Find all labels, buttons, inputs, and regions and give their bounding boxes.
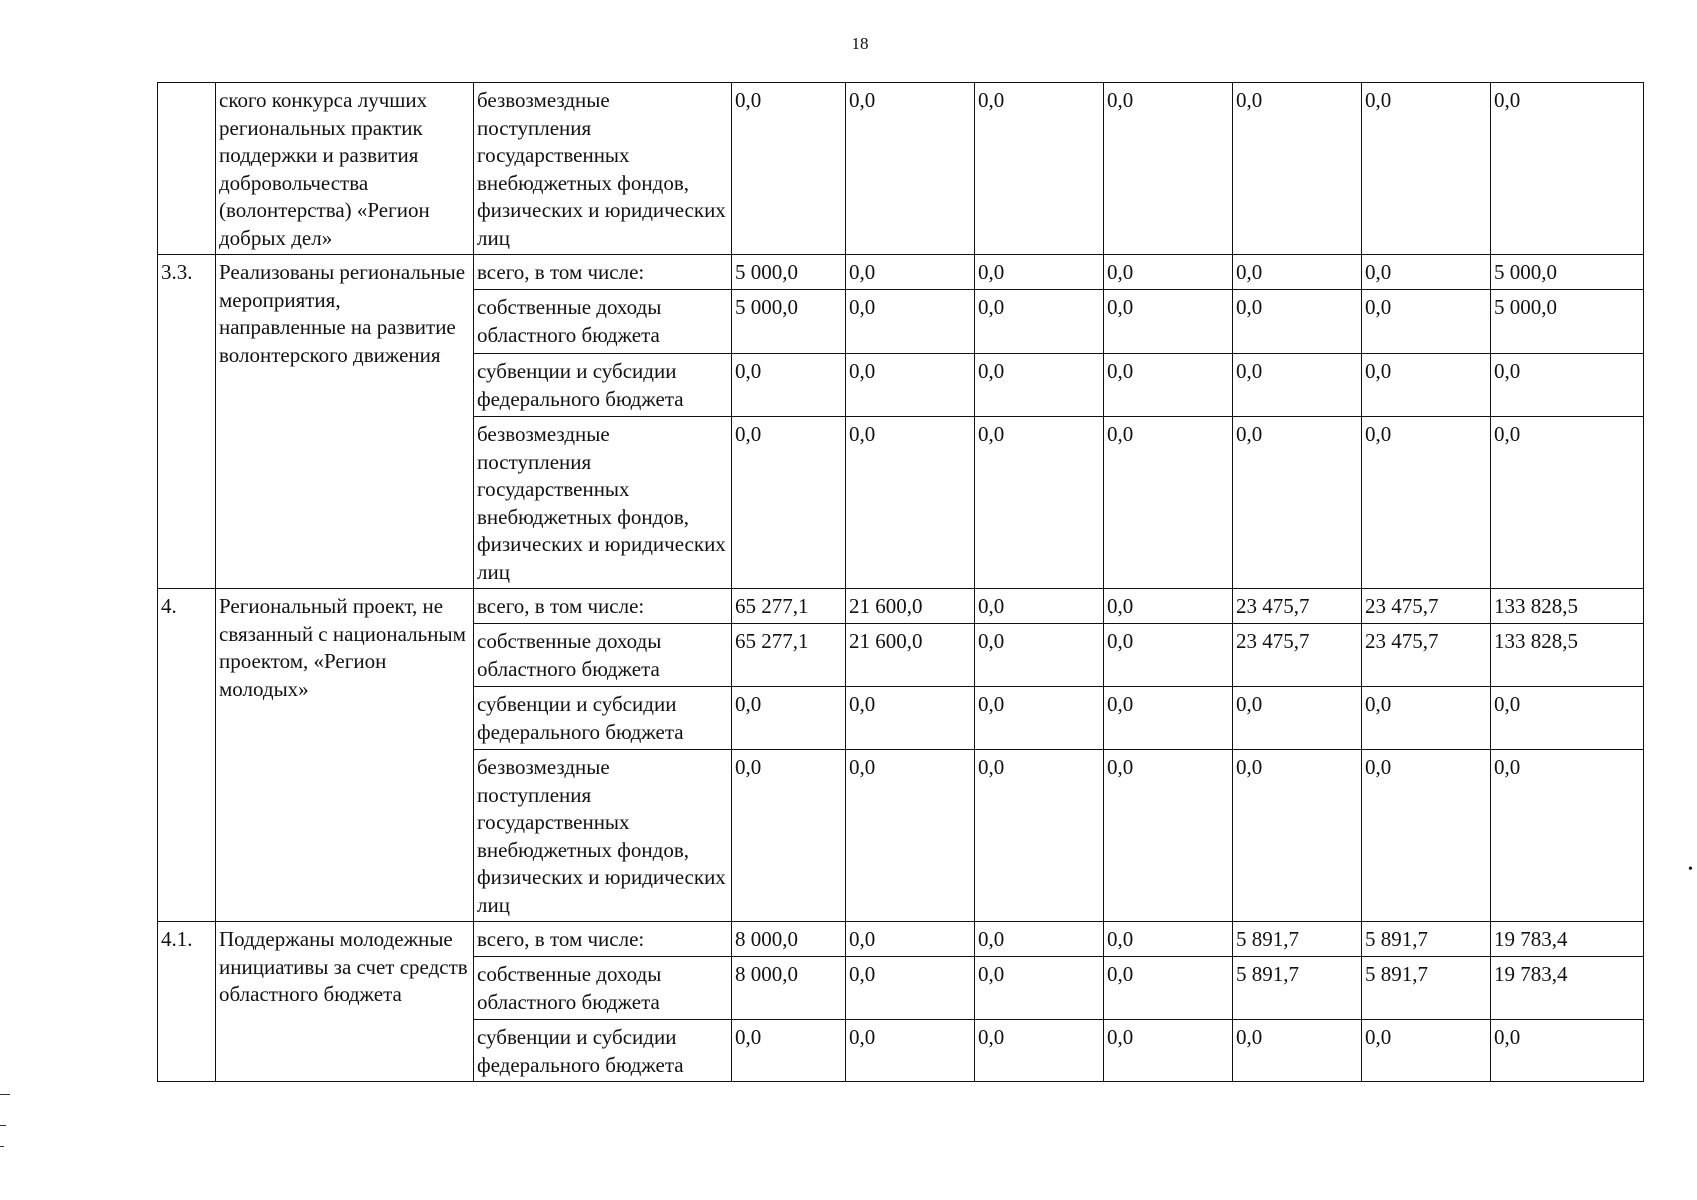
amount-cell: 0,0 xyxy=(732,417,846,589)
amount-cell: 0,0 xyxy=(1233,687,1362,750)
amount-cell: 0,0 xyxy=(975,255,1104,290)
amount-cell: 0,0 xyxy=(846,957,975,1020)
amount-cell: 0,0 xyxy=(1104,687,1233,750)
amount-cell: 0,0 xyxy=(1104,83,1233,255)
amount-cell: 0,0 xyxy=(846,1020,975,1082)
amount-cell: 0,0 xyxy=(1362,417,1491,589)
amount-cell: 0,0 xyxy=(1104,1020,1233,1082)
amount-cell: 0,0 xyxy=(732,1020,846,1082)
total-amount-cell: 133 828,5 xyxy=(1491,624,1644,687)
table-row xyxy=(158,83,1644,255)
margin-mark xyxy=(0,1146,4,1147)
amount-cell: 5 891,7 xyxy=(1233,957,1362,1020)
amount-cell: 0,0 xyxy=(1233,83,1362,255)
row-number-cell: 4.1. xyxy=(158,922,216,1082)
amount-cell: 23 475,7 xyxy=(1233,624,1362,687)
activity-name-cell: ского конкурса лучших региональных практик поддержки и развития добровольчества (волонтерства) «Регион добрых дел» xyxy=(216,83,474,255)
amount-cell: 0,0 xyxy=(1233,1020,1362,1082)
total-amount-cell: 0,0 xyxy=(1491,417,1644,589)
total-amount-cell: 0,0 xyxy=(1491,83,1644,255)
row-number-cell: 3.3. xyxy=(158,255,216,589)
amount-cell: 0,0 xyxy=(975,354,1104,417)
amount-cell: 0,0 xyxy=(1362,255,1491,290)
amount-cell: 5 000,0 xyxy=(732,255,846,290)
amount-cell: 21 600,0 xyxy=(846,589,975,624)
activity-name-cell: Реализованы региональные мероприятия, направленные на развитие волонтерского движения xyxy=(216,255,474,589)
funding-source-cell: собственные доходы областного бюджета xyxy=(474,290,732,354)
row-number-cell xyxy=(158,83,216,255)
amount-cell: 0,0 xyxy=(1233,417,1362,589)
total-amount-cell: 19 783,4 xyxy=(1491,957,1644,1020)
table-row xyxy=(158,589,1644,624)
amount-cell: 65 277,1 xyxy=(732,624,846,687)
funding-source-cell: субвенции и субсидии федерального бюджета xyxy=(474,687,732,750)
amount-cell: 0,0 xyxy=(846,83,975,255)
total-amount-cell: 0,0 xyxy=(1491,354,1644,417)
funding-source-cell: безвозмездные поступления государственных внебюджетных фондов, физических и юридических лиц xyxy=(474,750,732,922)
funding-source-cell: безвозмездные поступления государственных внебюджетных фондов, физических и юридических лиц xyxy=(474,83,732,255)
amount-cell: 0,0 xyxy=(975,1020,1104,1082)
margin-mark xyxy=(0,1094,10,1095)
funding-source-cell: собственные доходы областного бюджета xyxy=(474,957,732,1020)
amount-cell: 0,0 xyxy=(975,957,1104,1020)
amount-cell: 0,0 xyxy=(975,687,1104,750)
amount-cell: 0,0 xyxy=(732,687,846,750)
total-amount-cell: 0,0 xyxy=(1491,1020,1644,1082)
total-amount-cell: 0,0 xyxy=(1491,687,1644,750)
total-amount-cell: 133 828,5 xyxy=(1491,589,1644,624)
amount-cell: 5 891,7 xyxy=(1362,957,1491,1020)
amount-cell: 0,0 xyxy=(975,417,1104,589)
amount-cell: 0,0 xyxy=(1233,255,1362,290)
amount-cell: 0,0 xyxy=(846,354,975,417)
amount-cell: 0,0 xyxy=(1362,83,1491,255)
amount-cell: 5 891,7 xyxy=(1362,922,1491,957)
budget-table xyxy=(157,82,1644,1082)
amount-cell: 8 000,0 xyxy=(732,957,846,1020)
table-row xyxy=(158,922,1644,957)
amount-cell: 65 277,1 xyxy=(732,589,846,624)
amount-cell: 0,0 xyxy=(846,417,975,589)
funding-source-cell: всего, в том числе: xyxy=(474,255,732,290)
amount-cell: 0,0 xyxy=(1362,750,1491,922)
page-number: 18 xyxy=(851,34,869,53)
row-number-cell: 4. xyxy=(158,589,216,922)
amount-cell: 23 475,7 xyxy=(1233,589,1362,624)
amount-cell: 0,0 xyxy=(1104,354,1233,417)
amount-cell: 0,0 xyxy=(1233,750,1362,922)
funding-source-cell: безвозмездные поступления государственных внебюджетных фондов, физических и юридических лиц xyxy=(474,417,732,589)
total-amount-cell: 0,0 xyxy=(1491,750,1644,922)
amount-cell: 0,0 xyxy=(732,354,846,417)
amount-cell: 8 000,0 xyxy=(732,922,846,957)
amount-cell: 0,0 xyxy=(1362,290,1491,354)
amount-cell: 0,0 xyxy=(846,255,975,290)
amount-cell: 23 475,7 xyxy=(1362,589,1491,624)
amount-cell: 21 600,0 xyxy=(846,624,975,687)
funding-source-cell: субвенции и субсидии федерального бюджета xyxy=(474,354,732,417)
amount-cell: 0,0 xyxy=(846,687,975,750)
amount-cell: 0,0 xyxy=(1104,589,1233,624)
amount-cell: 5 000,0 xyxy=(732,290,846,354)
margin-mark xyxy=(0,1125,6,1126)
amount-cell: 0,0 xyxy=(1362,354,1491,417)
total-amount-cell: 19 783,4 xyxy=(1491,922,1644,957)
amount-cell: 0,0 xyxy=(846,750,975,922)
funding-source-cell: всего, в том числе: xyxy=(474,589,732,624)
activity-name-cell: Региональный проект, не связанный с национальным проектом, «Регион молодых» xyxy=(216,589,474,922)
funding-source-cell: собственные доходы областного бюджета xyxy=(474,624,732,687)
amount-cell: 0,0 xyxy=(1233,354,1362,417)
amount-cell: 0,0 xyxy=(1104,957,1233,1020)
amount-cell: 0,0 xyxy=(975,589,1104,624)
amount-cell: 0,0 xyxy=(1104,922,1233,957)
amount-cell: 0,0 xyxy=(975,83,1104,255)
amount-cell: 0,0 xyxy=(975,290,1104,354)
amount-cell: 0,0 xyxy=(975,624,1104,687)
table-row xyxy=(158,255,1644,290)
amount-cell: 0,0 xyxy=(732,83,846,255)
amount-cell: 0,0 xyxy=(1362,687,1491,750)
amount-cell: 23 475,7 xyxy=(1362,624,1491,687)
amount-cell: 0,0 xyxy=(846,922,975,957)
scan-artifact-dot: • xyxy=(1688,862,1693,877)
amount-cell: 0,0 xyxy=(1104,750,1233,922)
amount-cell: 0,0 xyxy=(1233,290,1362,354)
amount-cell: 0,0 xyxy=(1104,290,1233,354)
amount-cell: 0,0 xyxy=(1104,417,1233,589)
funding-source-cell: всего, в том числе: xyxy=(474,922,732,957)
total-amount-cell: 5 000,0 xyxy=(1491,255,1644,290)
amount-cell: 0,0 xyxy=(732,750,846,922)
amount-cell: 0,0 xyxy=(1104,255,1233,290)
amount-cell: 0,0 xyxy=(846,290,975,354)
amount-cell: 0,0 xyxy=(975,750,1104,922)
funding-source-cell: субвенции и субсидии федерального бюджета xyxy=(474,1020,732,1082)
total-amount-cell: 5 000,0 xyxy=(1491,290,1644,354)
amount-cell: 0,0 xyxy=(975,922,1104,957)
amount-cell: 5 891,7 xyxy=(1233,922,1362,957)
amount-cell: 0,0 xyxy=(1104,624,1233,687)
amount-cell: 0,0 xyxy=(1362,1020,1491,1082)
activity-name-cell: Поддержаны молодежные инициативы за счет средств областного бюджета xyxy=(216,922,474,1082)
